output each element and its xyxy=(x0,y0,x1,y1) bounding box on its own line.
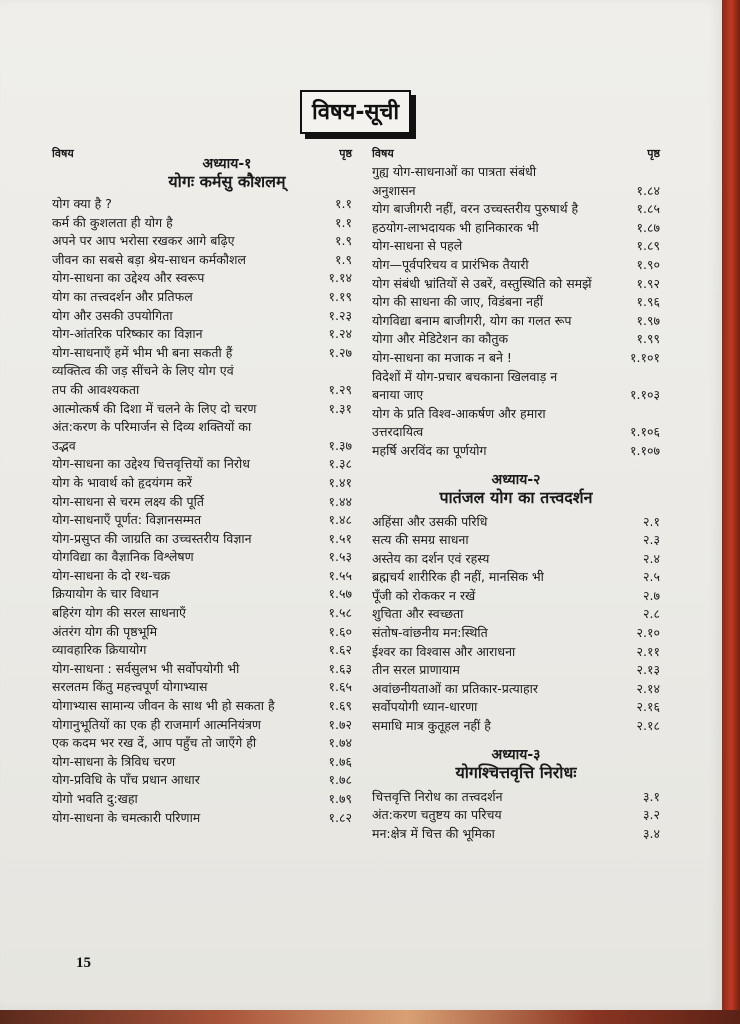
entry-title: योग-आंतरिक परिष्कार का विज्ञान xyxy=(52,326,203,342)
toc-entry xyxy=(52,381,352,400)
toc-entry xyxy=(372,513,660,532)
entry-title: शुचिता और स्वच्छता xyxy=(372,606,464,622)
toc-entry xyxy=(52,548,352,567)
entry-page: २.१८ xyxy=(636,718,660,734)
entry-page: १.८४ xyxy=(636,182,660,198)
entry-page: १.२३ xyxy=(328,307,352,323)
entry-title: योगो भवति दु:खहा xyxy=(52,791,138,806)
entry-title: व्यक्तित्व की जड़ सींचने के लिए योग एवं xyxy=(52,363,234,379)
entry-title: अंतरंग योग की पृष्ठभूमि xyxy=(52,623,158,639)
entry-page: १.४४ xyxy=(328,493,352,509)
entry-title: चित्तवृत्ति निरोध का तत्त्वदर्शन xyxy=(372,788,503,804)
entry-page: १.३८ xyxy=(328,456,352,472)
page-title: विषय-सूची xyxy=(300,90,411,134)
entry-title: योग-साधनाएँ हमें भीम भी बना सकती हैं xyxy=(52,344,233,360)
chapter-number: अध्याय-३ xyxy=(491,746,541,763)
entry-page: १.२४ xyxy=(328,326,352,342)
toc-entry-list xyxy=(372,163,660,461)
chapter-name: योगश्चित्तवृत्ति निरोधः xyxy=(455,762,577,782)
toc-entry xyxy=(372,405,660,424)
toc-entry xyxy=(372,442,660,461)
column-header xyxy=(372,146,660,161)
entry-title: हठयोग-लाभदायक भी हानिकारक भी xyxy=(372,219,539,235)
toc-entry xyxy=(372,680,660,699)
toc-entry xyxy=(52,474,352,493)
toc-entry-list xyxy=(372,788,660,844)
toc-entry xyxy=(52,771,352,790)
subject-header: विषय xyxy=(52,147,74,160)
entry-page: २.१४ xyxy=(636,680,660,696)
entry-page: १.९६ xyxy=(636,294,660,310)
toc-entry xyxy=(372,163,660,182)
entry-title: योग की साधना की जाए, विडंबना नहीं xyxy=(372,294,543,310)
entry-page: ३.१ xyxy=(643,788,660,804)
entry-title: योग बाजीगरी नहीं, वरन उच्चस्तरीय पुरुषार्थ है xyxy=(372,201,579,217)
entry-title: व्यावहारिक क्रियायोग xyxy=(52,642,147,658)
book-cover-edge xyxy=(722,0,740,1024)
entry-page: १.७६ xyxy=(328,753,352,769)
entry-page: ३.४ xyxy=(643,825,660,841)
entry-title: योग-साधना से चरम लक्ष्य की पूर्ति xyxy=(52,493,205,509)
entry-page: १.१९ xyxy=(328,288,352,304)
entry-page: १.९० xyxy=(636,256,660,272)
toc-entry xyxy=(372,200,660,219)
chapter-number: अध्याय-१ xyxy=(202,156,252,172)
entry-page: २.४ xyxy=(643,550,660,566)
page-header: पृष्ठ xyxy=(647,147,660,160)
toc-entry xyxy=(372,330,660,349)
toc-right-column xyxy=(372,146,660,843)
entry-page: २.३ xyxy=(643,532,660,548)
entry-page: १.६५ xyxy=(328,679,352,695)
entry-page: १.९७ xyxy=(636,312,660,328)
toc-entry xyxy=(52,641,352,660)
toc-entry xyxy=(372,275,660,294)
entry-page: २.११ xyxy=(636,643,660,659)
entry-page: २.५ xyxy=(643,569,660,585)
entry-title: योग-साधना का उद्देश्य और स्वरूप xyxy=(52,270,205,286)
entry-page: २.१ xyxy=(643,513,660,529)
entry-page: २.१६ xyxy=(636,699,660,715)
toc-entry xyxy=(52,678,352,697)
toc-entry xyxy=(52,437,352,456)
entry-page: १.१०१ xyxy=(630,349,660,365)
entry-page: १.६३ xyxy=(328,660,352,676)
entry-title: सत्य की समग्र साधना xyxy=(372,532,469,548)
entry-title: योग-साधना का मजाक न बने ! xyxy=(372,349,512,365)
entry-page: २.१३ xyxy=(636,662,660,678)
entry-title: योगाभ्यास सामान्य जीवन के साथ भी हो सकता है xyxy=(52,698,275,714)
toc-entry-list xyxy=(52,195,352,827)
toc-entry xyxy=(52,623,352,642)
toc-entry xyxy=(372,550,660,569)
entry-title: योग के भावार्थ को हृदयंगम करें xyxy=(52,474,193,490)
entry-page: २.७ xyxy=(643,587,660,603)
toc-entry xyxy=(52,344,352,363)
toc-entry xyxy=(372,661,660,680)
entry-title: योग-प्रसुप्त की जाग्रति का उच्चस्तरीय विज्ञान xyxy=(52,530,252,546)
toc-entry xyxy=(372,698,660,717)
entry-title: पूँजी को रोककर न रखें xyxy=(372,587,476,603)
toc-entry xyxy=(372,237,660,256)
entry-page: १.१४ xyxy=(328,270,352,286)
entry-page: १.९ xyxy=(335,251,352,267)
toc-entry xyxy=(372,788,660,807)
toc-entry xyxy=(52,734,352,753)
toc-entry xyxy=(52,660,352,679)
entry-page: १.७८ xyxy=(328,772,352,788)
toc-left-column xyxy=(52,146,352,827)
entry-title: योग संबंधी भ्रांतियों से उबरें, वस्तुस्थिति को समझें xyxy=(372,275,592,291)
toc-entry xyxy=(52,195,352,214)
toc-entry xyxy=(372,182,660,201)
entry-title: ब्रह्मचर्य शारीरिक ही नहीं, मानसिक भी xyxy=(372,569,544,585)
entry-title: तप की आवश्यकता xyxy=(52,381,140,397)
entry-page: १.८९ xyxy=(636,238,660,254)
toc-entry xyxy=(52,325,352,344)
chapter-number: अध्याय-२ xyxy=(491,471,541,488)
entry-title: योग-साधना : सर्वसुलभ भी सर्वोपयोगी भी xyxy=(52,660,240,676)
entry-page: १.३७ xyxy=(328,437,352,453)
entry-title: बहिरंग योग की सरल साधनाएँ xyxy=(52,605,186,621)
chapter-name: पातंजल योग का तत्त्वदर्शन xyxy=(439,487,593,507)
entry-page: १.५५ xyxy=(328,567,352,583)
entry-title: कर्म की कुशलता ही योग है xyxy=(52,214,173,230)
entry-title: सरलतम किंतु महत्त्वपूर्ण योगाभ्यास xyxy=(52,679,208,695)
entry-title: योग-साधनाएँ पूर्णत: विज्ञानसम्मत xyxy=(52,512,202,528)
toc-entry xyxy=(52,716,352,735)
entry-page: ३.२ xyxy=(643,807,660,823)
toc-entry xyxy=(52,269,352,288)
entry-title: योगविद्या बनाम बाजीगरी, योग का गलत रूप xyxy=(372,312,572,328)
entry-page: १.७४ xyxy=(328,735,352,751)
toc-entry xyxy=(52,809,352,828)
entry-title: अंत:करण चतुष्टय का परिचय xyxy=(372,807,502,823)
toc-entry xyxy=(52,232,352,251)
toc-entry xyxy=(372,643,660,662)
entry-title: क्रियायोग के चार विधान xyxy=(52,586,159,602)
toc-entry xyxy=(52,530,352,549)
entry-page: १.२९ xyxy=(328,381,352,397)
book-cover-edge xyxy=(0,1010,740,1024)
entry-page: १.९ xyxy=(335,233,352,249)
entry-title: योग-प्रविधि के पाँच प्रधान आधार xyxy=(52,772,200,788)
entry-page: १.६९ xyxy=(328,698,352,714)
toc-entry xyxy=(372,568,660,587)
entry-page: १.८२ xyxy=(328,809,352,825)
entry-page: १.७९ xyxy=(328,791,352,806)
toc-entry xyxy=(52,511,352,530)
chapter-heading xyxy=(102,155,352,191)
entry-page: १.८५ xyxy=(636,201,660,217)
toc-entry xyxy=(52,288,352,307)
toc-entry xyxy=(52,585,352,604)
toc-entry xyxy=(372,293,660,312)
entry-title: गुह्य योग-साधनाओं का पात्रता संबंधी xyxy=(372,164,537,179)
toc-entry xyxy=(372,256,660,275)
toc-entry xyxy=(372,368,660,387)
entry-title: योग-साधना से पहले xyxy=(372,238,463,254)
entry-title: जीवन का सबसे बड़ा श्रेय-साधन कर्मकौशल xyxy=(52,251,247,267)
toc-entry xyxy=(52,362,352,381)
entry-page: १.६० xyxy=(328,623,352,639)
entry-title: उत्तरदायित्व xyxy=(372,424,424,440)
toc-entry xyxy=(52,400,352,419)
entry-title: विदेशों में योग-प्रचार बचकाना खिलवाड़ न xyxy=(372,368,558,384)
toc-entry xyxy=(372,219,660,238)
entry-title: योग-साधना का उद्देश्य चित्तवृत्तियों का निरोध xyxy=(52,456,250,472)
entry-title: योग क्या है ? xyxy=(52,196,112,211)
entry-title: योगानुभूतियों का एक ही राजमार्ग आत्मनियंत्रण xyxy=(52,716,261,732)
entry-title: आत्मोत्कर्ष की दिशा में चलने के लिए दो चरण xyxy=(52,400,257,416)
toc-entry xyxy=(372,624,660,643)
toc-entry xyxy=(372,806,660,825)
entry-page: १.१०७ xyxy=(630,442,660,458)
entry-title: उद्भव xyxy=(52,437,76,453)
chapter-heading xyxy=(372,471,660,507)
entry-title: तीन सरल प्राणायाम xyxy=(372,662,460,678)
toc-entry xyxy=(372,605,660,624)
toc-entry xyxy=(372,423,660,442)
toc-entry xyxy=(372,587,660,606)
toc-entry xyxy=(372,717,660,736)
entry-page: १.१ xyxy=(335,196,352,211)
entry-title: योगविद्या का वैज्ञानिक विश्लेषण xyxy=(52,549,194,565)
entry-title: अवांछनीयताओं का प्रतिकार-प्रत्याहार xyxy=(372,680,538,696)
entry-title: अपने पर आप भरोसा रखकर आगे बढ़िए xyxy=(52,233,235,249)
entry-title: महर्षि अरविंद का पूर्णयोग xyxy=(372,442,487,458)
toc-entry xyxy=(372,312,660,331)
entry-page: १.१०६ xyxy=(630,424,660,440)
toc-entry xyxy=(52,604,352,623)
entry-page: १.७२ xyxy=(328,716,352,732)
entry-title: योगा और मेडिटेशन का कौतुक xyxy=(372,331,509,347)
entry-page: १.३१ xyxy=(328,400,352,416)
entry-page: २.८ xyxy=(643,606,660,622)
toc-entry xyxy=(52,307,352,326)
entry-title: समाधि मात्र कुतूहल नहीं है xyxy=(372,718,491,734)
entry-title: अस्तेय का दर्शन एवं रहस्य xyxy=(372,550,490,566)
subject-header: विषय xyxy=(372,147,394,160)
entry-page: १.९९ xyxy=(636,331,660,347)
entry-title: योग और उसकी उपयोगिता xyxy=(52,307,173,323)
toc-entry xyxy=(52,455,352,474)
entry-page: २.१० xyxy=(636,625,660,641)
entry-page: १.५३ xyxy=(328,549,352,565)
toc-entry xyxy=(52,493,352,512)
page-number: 15 xyxy=(76,955,91,971)
chapter-heading xyxy=(372,746,660,782)
entry-title: अहिंसा और उसकी परिधि xyxy=(372,513,488,529)
entry-title: योग का तत्त्वदर्शन और प्रतिफल xyxy=(52,288,193,304)
toc-entry-list xyxy=(372,513,660,736)
entry-page: १.५१ xyxy=(328,530,352,546)
entry-page: १.१०३ xyxy=(630,387,660,403)
entry-page: १.४८ xyxy=(328,512,352,528)
entry-title: एक कदम भर रख दें, आप पहुँच तो जाएँगे ही xyxy=(52,735,257,751)
entry-page: १.४१ xyxy=(328,474,352,490)
entry-title: योग-साधना के दो रथ-चक्र xyxy=(52,567,171,583)
entry-title: योग-साधना के त्रिविध चरण xyxy=(52,753,176,769)
entry-page: १.२७ xyxy=(328,344,352,360)
entry-title: योग-साधना के चमत्कारी परिणाम xyxy=(52,809,201,825)
entry-title: ईश्वर का विश्वास और आराधना xyxy=(372,643,516,659)
toc-entry xyxy=(52,790,352,809)
entry-page: १.९२ xyxy=(636,275,660,291)
toc-entry xyxy=(52,251,352,270)
toc-entry xyxy=(372,531,660,550)
entry-title: अंत:करण के परिमार्जन से दिव्य शक्तियों का xyxy=(52,419,252,435)
entry-page: १.६२ xyxy=(328,642,352,658)
entry-page: १.८७ xyxy=(636,219,660,235)
toc-entry xyxy=(372,825,660,844)
entry-page: १.५८ xyxy=(328,605,352,621)
toc-entry xyxy=(372,386,660,405)
toc-entry xyxy=(52,567,352,586)
page-header: पृष्ठ xyxy=(339,147,352,160)
entry-title: योग—पूर्वपरिचय व प्रारंभिक तैयारी xyxy=(372,256,529,272)
entry-title: योग के प्रति विश्व-आकर्षण और हमारा xyxy=(372,405,546,421)
entry-title: अनुशासन xyxy=(372,182,416,198)
entry-page: १.१ xyxy=(335,214,352,230)
entry-title: संतोष-वांछनीय मन:स्थिति xyxy=(372,625,488,641)
entry-page: १.५७ xyxy=(328,586,352,602)
toc-entry xyxy=(52,214,352,233)
entry-title: बनाया जाए xyxy=(372,387,424,403)
chapter-name: योगः कर्मसु कौशलम् xyxy=(168,172,286,191)
toc-entry xyxy=(372,349,660,368)
entry-title: मन:क्षेत्र में चित्त की भूमिका xyxy=(372,825,495,841)
toc-entry xyxy=(52,697,352,716)
toc-entry xyxy=(52,753,352,772)
toc-entry xyxy=(52,418,352,437)
entry-title: सर्वोपयोगी ध्यान-धारणा xyxy=(372,699,478,715)
